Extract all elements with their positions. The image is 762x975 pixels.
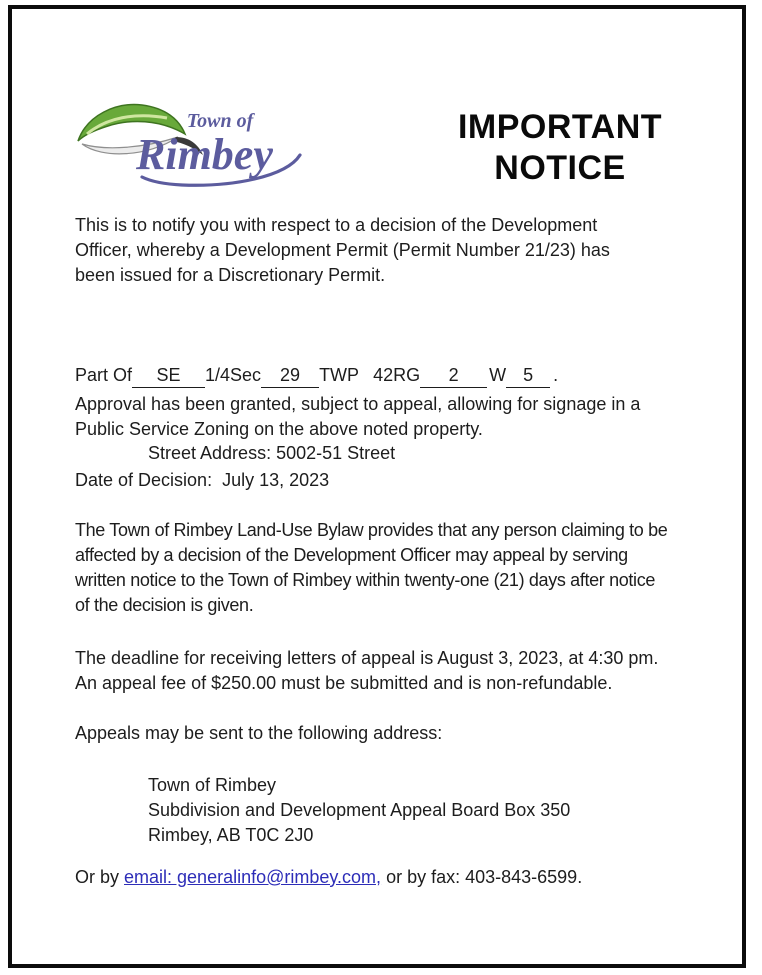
bylaw-paragraph: The Town of Rimbey Land-Use Bylaw provides that any person claiming to be affected by a decision of the Development Officer may appeal by serving written notice to the Town of Rimbey within twenty-one (21) days after notice of the decision is given. [75, 520, 668, 615]
town-of-rimbey-logo [72, 97, 312, 193]
deadline-paragraph: The deadline for receiving letters of appeal is August 3, 2023, at 4:30 pm. An appeal fee of $250.00 must be submitted and is non-refundable. [75, 648, 659, 693]
line-terminator: . [553, 365, 559, 385]
quarter-blank: SE [132, 364, 205, 388]
decision-date-line: Date of Decision: July 13, 2023 [75, 470, 330, 490]
notice-title [412, 107, 708, 189]
email-link[interactable]: email: generalinfo@rimbey.com, [124, 867, 382, 887]
rimbey-logo-graphic [72, 97, 312, 193]
range-label: RG [393, 365, 421, 385]
range-blank: 2 [420, 364, 487, 388]
street-address: Street Address: 5002-51 Street [148, 443, 396, 463]
appeal-address-block: Town of Rimbey Subdivision and Development Appeal Board Box 350 Rimbey, AB T0C 2J0 [148, 775, 571, 845]
part-of-label: Part Of [75, 365, 133, 385]
township-value: 42 [373, 365, 394, 385]
notice-page [8, 5, 746, 968]
twp-label: TWP [319, 365, 360, 385]
contact-prefix: Or by [75, 867, 125, 887]
quarter-sec-label: 1/4Sec [205, 365, 262, 385]
logo-town-of-text: Town of [186, 110, 254, 132]
notice-title-line2: NOTICE [494, 149, 626, 187]
section-blank: 29 [261, 364, 319, 388]
approval-paragraph: Approval has been granted, subject to appeal, allowing for signage in a Public Service Zoning on the above noted property. [75, 394, 641, 439]
notice-title-line1: IMPORTANT [457, 108, 663, 146]
intro-paragraph: This is to notify you with respect to a decision of the Development Officer, whereby a Development Permit (Permit Number 21/23) has been issued for a Discretionary Permit. [75, 215, 610, 285]
legal-land-line [75, 363, 558, 388]
logo-rimbey-text: Rimbey [136, 130, 273, 179]
west-label: W [489, 365, 507, 385]
contact-suffix: or by fax: 403-843-6599. [381, 867, 583, 887]
appeals-intro-line: Appeals may be sent to the following address: [75, 723, 443, 743]
contact-line [75, 865, 582, 890]
meridian-blank: 5 [506, 364, 550, 388]
